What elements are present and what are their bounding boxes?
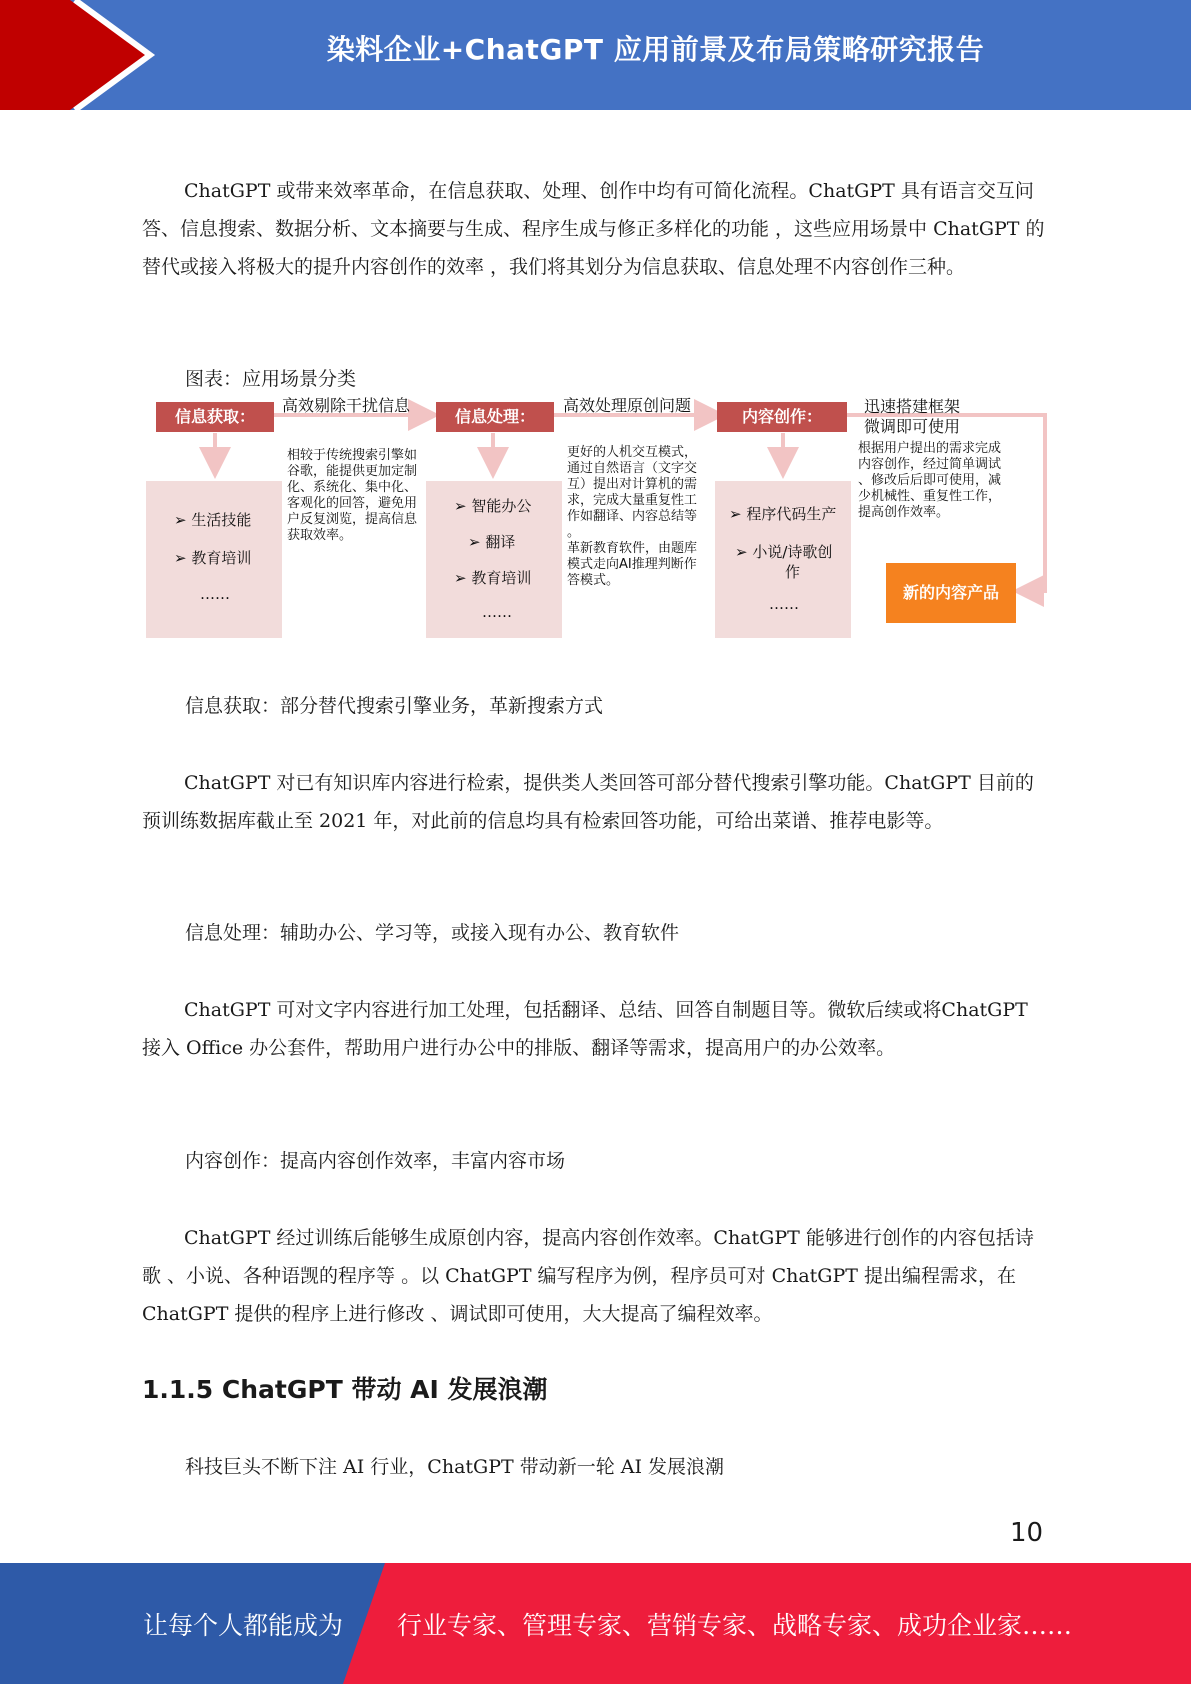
section-heading: 1.1.5 ChatGPT 带动 AI 发展浪潮 — [142, 1375, 548, 1404]
section-subtitle-info-processing: 信息处理：辅助办公、学习等，或接入现有办公、教育软件 — [185, 922, 680, 944]
ellipsis: …… — [769, 595, 799, 613]
arrow-label: 高效处理原创问题 — [563, 396, 692, 415]
ellipsis: …… — [482, 603, 512, 621]
arrow-label: 迅速搭建框架 — [864, 397, 961, 416]
ellipsis: …… — [200, 585, 230, 603]
arrow-label-group — [864, 397, 960, 437]
stage-panel-info-acquisition — [146, 481, 282, 638]
stage-description-2: 更好的人机交互模式， 通过自然语言（文字交 互）提出对计算机的需 求，完成大量重复性工 作如翻译、内容总结等 。 革新教育软件，由题库 模式走向AI推理判断作 答模式。 — [567, 445, 698, 588]
stage-title-info-acquisition: 信息获取： — [156, 402, 274, 432]
section-paragraph-content-creation: ChatGPT 经过训练后能够生成原创内容，提高内容创作效率。ChatGPT 能够进行创作的内容包括诗歌 、小说、各种语觊的程序等 。以 ChatGPT 编写程序为例，程序员可对 ChatGPT 提出编程需求，在 ChatGPT 提供的程序上进行修改 、调试即可使用，大大提高了编程效率。 — [142, 1227, 1034, 1325]
arrow-label: 微调即可使用 — [864, 417, 961, 436]
list-item: ➢ 生活技能 — [174, 511, 252, 529]
section-paragraph-info-processing: ChatGPT 可对文字内容进行加工处理，包括翻译、总结、回答自制题目等。微软后续或将ChatGPT 接入 Office 办公套件，帮助用户进行办公中的排版、翻译等需求，提高用户的办公效率。 — [142, 999, 1028, 1059]
list-item: ➢ 智能办公 — [454, 497, 532, 515]
footer-slogan-left: 让每个人都能成为 — [143, 1611, 344, 1640]
page-footer — [0, 1563, 1191, 1684]
application-scenario-diagram — [140, 393, 1050, 643]
list-item: ➢ 教育培训 — [174, 549, 252, 567]
list-item: ➢ 程序代码生产 — [729, 505, 837, 523]
stage-panel-content-creation — [715, 481, 851, 638]
section-paragraph-info-acquisition: ChatGPT 对已有知识库内容进行检索，提供类人类回答可部分替代搜索引擎功能。ChatGPT 目前的预训练数据库截止至 2021 年，对此前的信息均具有检索回答功能，可给出菜谱、推荐电影等。 — [142, 772, 1034, 832]
footer-slogan-right: 行业专家、管理专家、营销专家、战略专家、成功企业家…… — [397, 1611, 1073, 1640]
new-content-product-box: 新的内容产品 — [886, 563, 1016, 623]
section-subtitle-info-acquisition: 信息获取：部分替代搜索引擎业务，革新搜索方式 — [185, 695, 604, 717]
page-header — [0, 0, 1191, 110]
arrow-label: 高效剔除干扰信息 — [282, 396, 411, 415]
report-title: 染料企业+ChatGPT 应用前景及布局策略研究报告 — [326, 33, 985, 66]
list-item: ➢ 教育培训 — [454, 569, 532, 587]
intro-paragraph: ChatGPT 或带来效率革命，在信息获取、处理、创作中均有可简化流程。ChatGPT 具有语言交互问答、信息搜索、数据分析、文本摘要与生成、程序生成与修正多样化的功能 ，这些应用场景中 ChatGPT 的替代或接入将极大的提升内容创作的效率 ，我们将其划分为信息获取、信息处理不内容创作三种。 — [142, 180, 1045, 278]
list-item: ➢ 翻译 — [468, 533, 516, 551]
stage-title-info-processing: 信息处理： — [436, 402, 554, 432]
list-item: 作 — [785, 563, 801, 581]
stage-title-content-creation: 内容创作： — [717, 402, 847, 432]
stage-description-1: 相较于传统搜索引擎如 谷歌，能提供更加定制 化、系统化、集中化、 客观化的回答，避免用 户反复浏览，提高信息 获取效率。 — [287, 448, 418, 543]
figure-caption: 图表：应用场景分类 — [185, 368, 357, 390]
stage-panel-info-processing — [426, 481, 562, 638]
list-item: ➢ 小说/诗歌创 — [735, 543, 833, 561]
page-number: 10 — [1010, 1518, 1044, 1548]
stage-description-3: 根据用户提出的需求完成 内容创作，经过简单调试 、修改后后即可使用，减 少机械性、重复性工作， 提高创作效率。 — [858, 441, 1002, 520]
body-line: 科技巨头不断下注 AI 行业，ChatGPT 带动新一轮 AI 发展浪潮 — [185, 1456, 725, 1478]
section-subtitle-content-creation: 内容创作：提高内容创作效率，丰富内容市场 — [185, 1150, 566, 1172]
